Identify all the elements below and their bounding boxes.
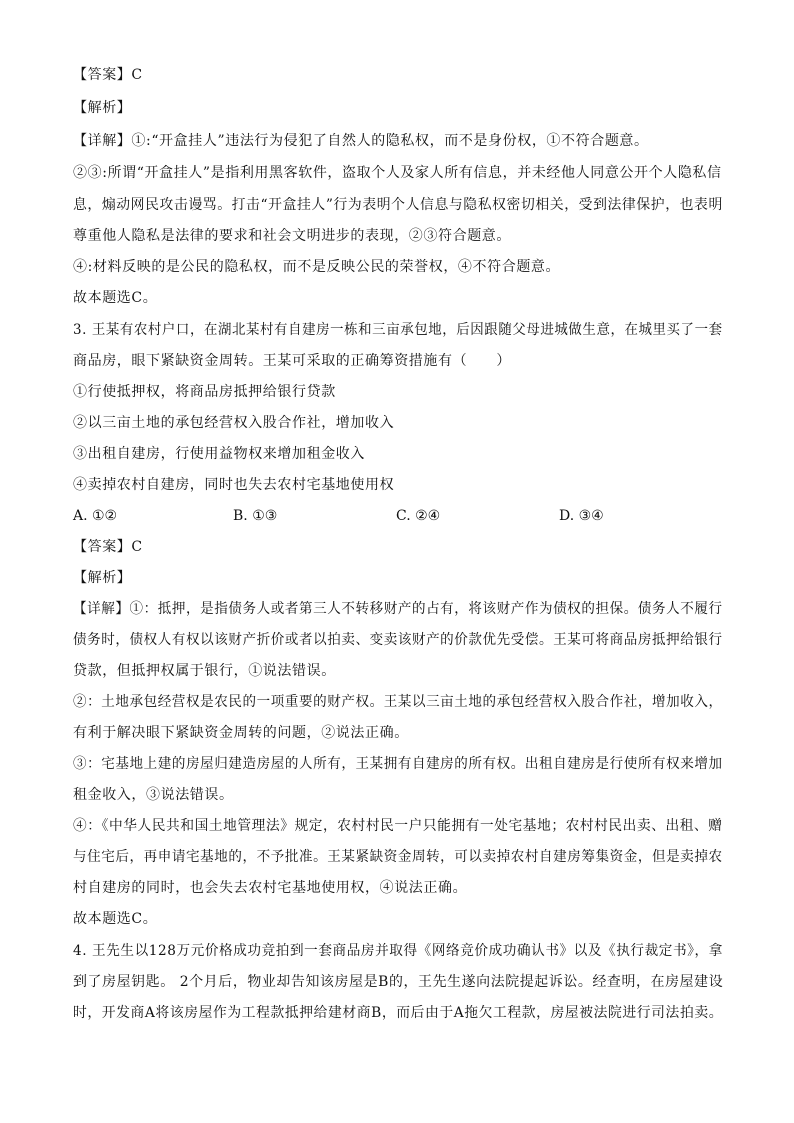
q2-analysis-line: 故本题选C。 [73,290,158,306]
q3-analysis-line: 与住宅后，再申请宅基地的，不予批准。王某紧缺资金周转，可以卖掉农村自建房筹集资金，但是卖掉农 [73,849,723,865]
q4-stem-line: 4. 王先生以128万元价格成功竞拍到一套商品房并取得《网络竞价成功确认书》以及《执行裁定书》，拿 [73,943,723,959]
q3-option-a: A. ①② [73,508,118,524]
q3-stem-line: 商品房，眼下紧缺资金周转。王某可采取的正确筹资措施有（ ） [73,353,511,369]
q3-option-c: C. ②④ [396,508,441,524]
q2-analysis-line: 【详解】①:“开盒挂人”违法行为侵犯了自然人的隐私权，而不是身份权，①不符合题意。 [73,133,649,149]
q3-analysis-line: 故本题选C。 [73,911,158,927]
q3-analysis-line: 贷款，但抵押权属于银行，①说法错误。 [73,663,336,679]
q3-analysis-line: 有利于解决眼下紧缺资金周转的问题，②说法正确。 [73,725,409,741]
q3-analysis-line: 【详解】①：抵押，是指债务人或者第三人不转移财产的占有，将该财产作为债权的担保。债务人不履行 [73,601,723,617]
q3-statement: ②以三亩土地的承包经营权入股合作社，增加收入 [73,415,395,431]
q3-option-d: D. ③④ [559,508,604,524]
q3-analysis-line: ④：《中华人民共和国土地管理法》规定，农村村民一户只能拥有一处宅基地；农村村民出卖、出租、赠 [73,818,723,834]
q2-analysis-line: 尊重他人隐私是法律的要求和社会文明进步的表现，②③符合题意。 [73,228,511,244]
q3-analysis-line: ③：宅基地上建的房屋归建造房屋的人所有，王某拥有自建房的所有权。出租自建房是行使所有权来增加 [73,756,723,772]
q2-analysis-line: ②③:所谓“开盒挂人”是指利用黑客软件，盗取个人及家人所有信息，并未经他人同意公开个人隐私信 [73,165,722,181]
q4-stem-line: 时，开发商A将该房屋作为工程款抵押给建材商B，而后由于A拖欠工程款，房屋被法院进行司法拍卖。 [73,1005,724,1021]
q3-statement: ①行使抵押权，将商品房抵押给银行贷款 [73,384,336,400]
q3-analysis-line: ②：土地承包经营权是农民的一项重要的财产权。王某以三亩土地的承包经营权入股合作社，增加收入， [73,694,723,710]
q2-analysis-line: ④:材料反映的是公民的隐私权，而不是反映公民的荣誉权，④不符合题意。 [73,259,561,275]
q3-analysis-line: 租金收入，③说法错误。 [73,787,234,803]
q3-option-b: B. ①③ [233,508,278,524]
q3-stem-line: 3. 王某有农村户口，在湖北某村有自建房一栋和三亩承包地，后因跟随父母进城做生意，在城里买了一套 [73,322,723,338]
q3-analysis-line: 债务时，债权人有权以该财产折价或者以拍卖、变卖该财产的价款优先受偿。王某可将商品房抵押给银行 [73,632,723,648]
q3-analysis-line: 村自建房的同时，也会失去农村宅基地使用权，④说法正确。 [73,880,468,896]
q3-answer: 【答案】C [73,539,143,555]
q2-analysis-heading: 【解析】 [73,100,132,116]
q3-statement: ④卖掉农村自建房，同时也失去农村宅基地使用权 [73,477,395,493]
q3-statement: ③出租自建房，行使用益物权来增加租金收入 [73,446,365,462]
q3-analysis-heading: 【解析】 [73,570,132,586]
q4-stem-line: 到了房屋钥匙。 2个月后，物业却告知该房屋是B的，王先生遂向法院提起诉讼。经查明，在房屋建设 [73,974,724,990]
q2-analysis-line: 息，煽动网民攻击谩骂。打击“开盒挂人”行为表明个人信息与隐私权密切相关，受到法律保护，也表明 [73,197,723,213]
q2-answer: 【答案】C [73,67,143,83]
